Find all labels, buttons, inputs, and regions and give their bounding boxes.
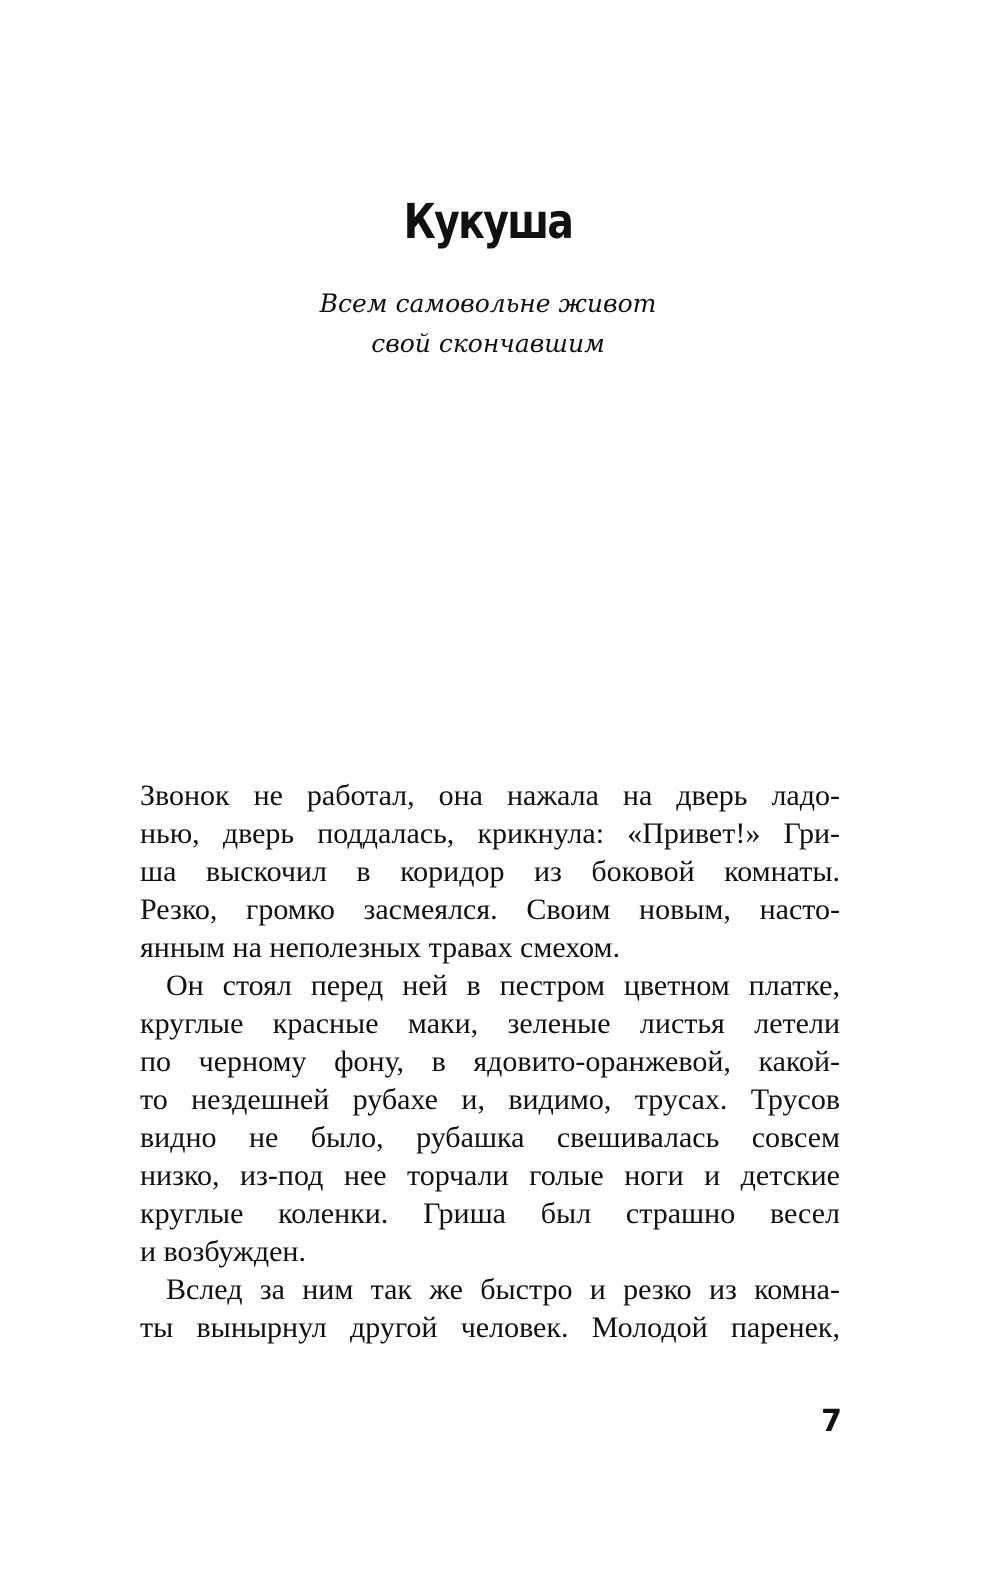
text-line: круглые коленки. Гриша был страшно весел [140, 1197, 840, 1230]
body-text [140, 777, 840, 1347]
text-line: Звонок не работал, она нажала на дверь ладо- [140, 779, 840, 812]
epigraph-line: Всем самовольне живот [319, 289, 657, 318]
page-number: 7 [821, 1404, 842, 1439]
chapter-title: Кукуша [403, 194, 573, 250]
epigraph [0, 284, 976, 364]
text-line: Вслед за ним так же быстро и резко из комна- [166, 1273, 840, 1306]
text-line: ты вынырнул другой человек. Молодой паренек, [140, 1311, 840, 1344]
text-line: низко, из-под нее торчали голые ноги и детские [140, 1159, 840, 1192]
text-line: нью, дверь поддалась, крикнула: «Привет!» Гри- [140, 817, 840, 850]
text-line: Он стоял перед ней в пестром цветном платке, [166, 969, 840, 1002]
text-line: круглые красные маки, зеленые листья летели [140, 1007, 840, 1040]
text-line: ша выскочил в коридор из боковой комнаты. [140, 855, 840, 888]
text-line: то нездешней рубахе и, видимо, трусах. Трусов [140, 1083, 840, 1116]
text-line: видно не было, рубашка свешивалась совсем [140, 1121, 840, 1154]
epigraph-line: свой скончавшим [371, 329, 605, 358]
text-line: по черному фону, в ядовито-оранжевой, какой- [140, 1045, 840, 1078]
text-line: янным на неполезных травах смехом. [140, 931, 621, 964]
text-line: Резко, громко засмеялся. Своим новым, насто- [140, 893, 840, 926]
text-line: и возбужден. [140, 1235, 306, 1268]
